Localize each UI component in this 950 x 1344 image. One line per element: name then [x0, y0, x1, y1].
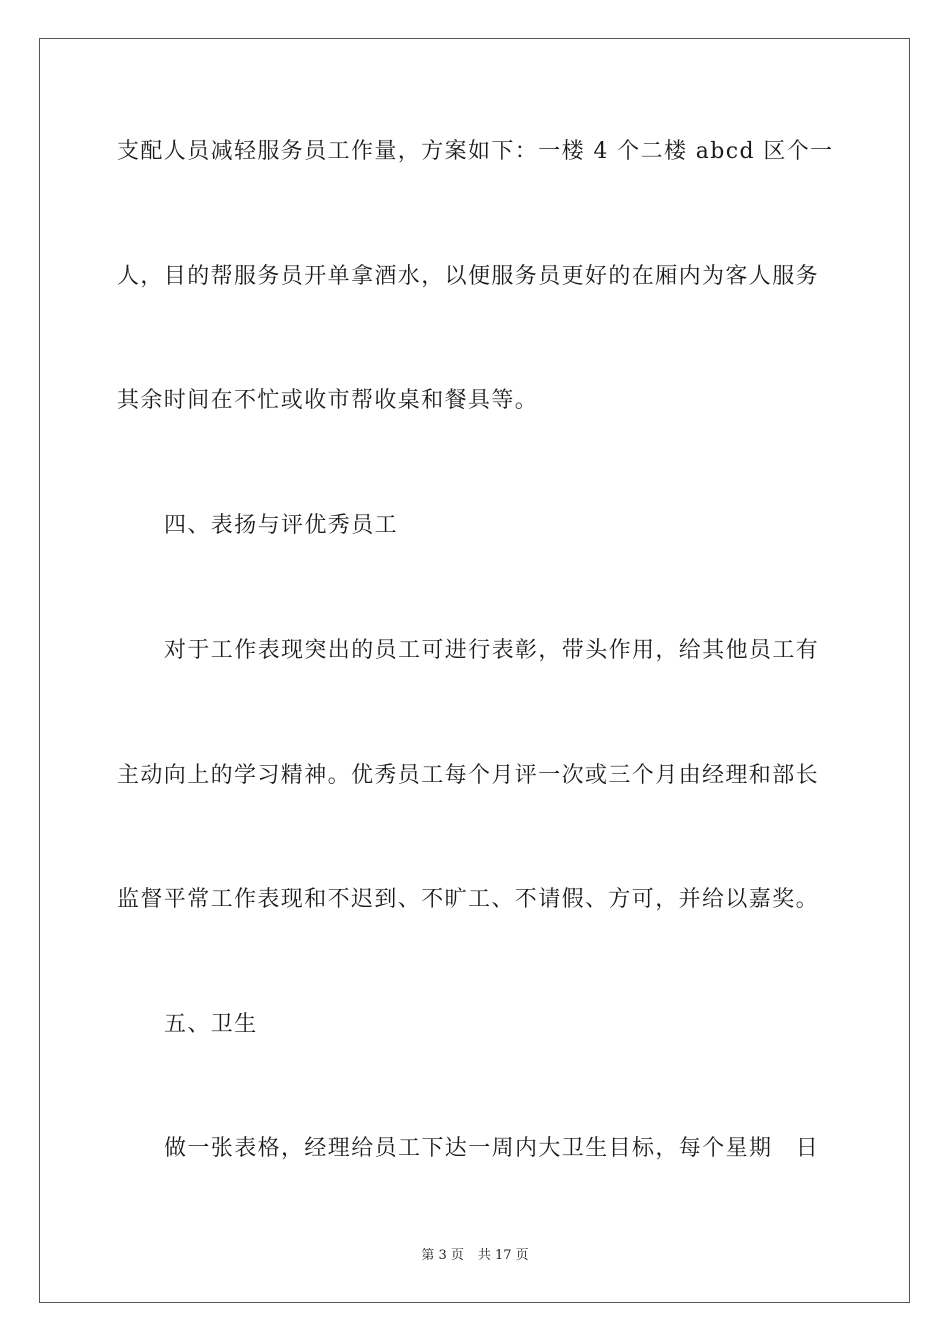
body-line: 做一张表格，经理给员工下达一周内大卫生目标，每个星期 日	[164, 1136, 820, 1161]
body-line: 支配人员减轻服务员工作量，方案如下：一楼 4 个二楼 abcd 区个一	[117, 139, 834, 164]
page-total: 共 17 页	[477, 1248, 529, 1263]
section-heading: 四、表扬与评优秀员工	[164, 513, 399, 538]
page-footer	[0, 1247, 950, 1265]
page-number: 第 3 页	[421, 1248, 464, 1263]
body-line: 其余时间在不忙或收市帮收桌和餐具等。	[117, 388, 539, 413]
body-line: 监督平常工作表现和不迟到、不旷工、不请假、方可，并给以嘉奖。	[117, 887, 820, 912]
page-border	[39, 38, 910, 1303]
body-line: 主动向上的学习精神。优秀员工每个月评一次或三个月由经理和部长	[117, 763, 820, 788]
section-heading: 五、卫生	[164, 1012, 258, 1037]
body-line: 对于工作表现突出的员工可进行表彰，带头作用，给其他员工有	[164, 638, 820, 663]
body-line: 人，目的帮服务员开单拿酒水，以便服务员更好的在厢内为客人服务	[117, 264, 820, 289]
